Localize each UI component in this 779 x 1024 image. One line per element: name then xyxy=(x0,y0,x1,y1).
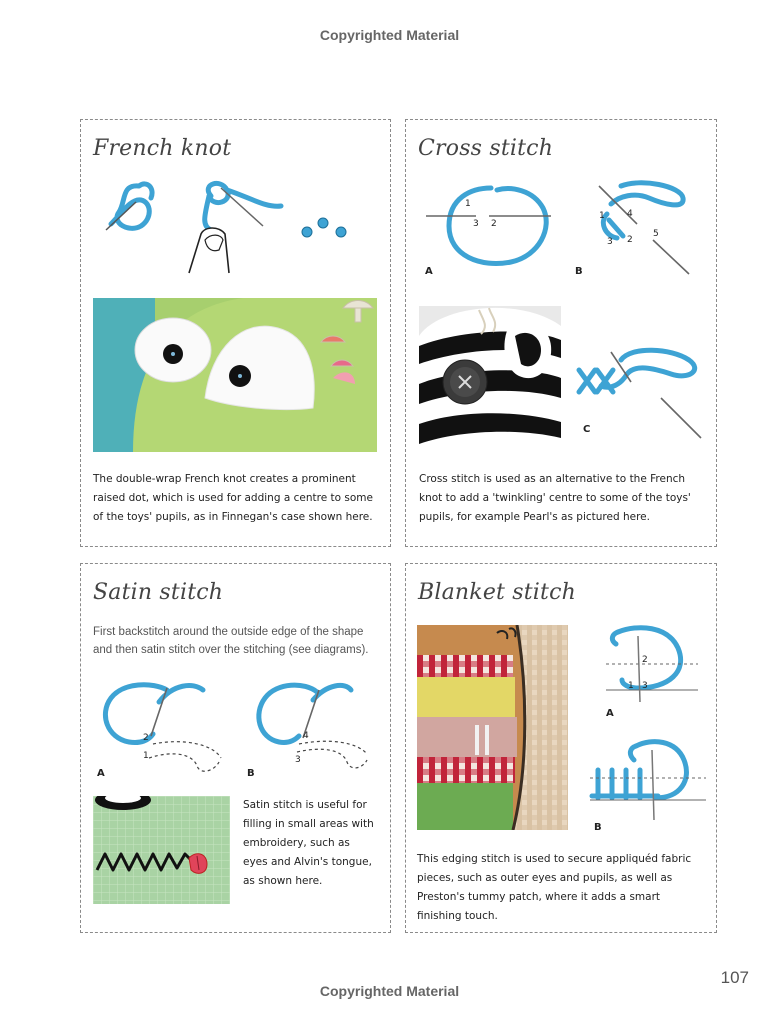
satin-a-point-2: 2 xyxy=(143,733,149,743)
satin-a-point-1: 1 xyxy=(143,751,149,761)
satin-stitch-caption: Satin stitch is useful for filling in small areas with embroidery, such as eyes and Alvin's tongue, as shown here. xyxy=(243,799,374,887)
cross-b-point-2: 2 xyxy=(627,235,633,245)
cross-a-label: A xyxy=(425,266,433,277)
cross-a-point-1: 1 xyxy=(465,199,471,209)
copyright-watermark-top: Copyrighted Material xyxy=(319,27,460,43)
satin-b-label: B xyxy=(247,768,255,779)
cross-stitch-diagram-a xyxy=(421,178,571,278)
cross-a-point-3: 3 xyxy=(473,219,479,229)
blanket-stitch-title: Blanket stitch xyxy=(418,580,576,605)
cross-stitch-photo xyxy=(419,306,561,456)
blanket-stitch-photo xyxy=(417,625,568,830)
french-knot-caption: The double-wrap French knot creates a prominent raised dot, which is used for adding a centre to some of the toys' pupils, as in Finnegan's case shown here. xyxy=(93,473,373,523)
cross-b-point-1: 1 xyxy=(599,211,605,221)
page-number: 107 xyxy=(720,968,749,987)
french-knot-diagram xyxy=(101,178,371,278)
cross-stitch-panel xyxy=(405,119,717,547)
cross-c-label: C xyxy=(583,424,591,435)
blanket-a-point-3: 3 xyxy=(642,681,648,691)
satin-stitch-diagram-b xyxy=(243,680,383,780)
satin-stitch-title: Satin stitch xyxy=(93,580,224,605)
blanket-a-label: A xyxy=(606,708,614,719)
cross-stitch-title: Cross stitch xyxy=(418,136,554,161)
satin-b-point-4: 4 xyxy=(303,731,309,741)
satin-b-point-3: 3 xyxy=(295,755,301,765)
french-knot-step2-thread xyxy=(205,183,281,230)
french-knot-title: French knot xyxy=(93,136,232,161)
satin-a-label: A xyxy=(97,768,105,779)
cross-b-point-4: 4 xyxy=(627,209,633,219)
copyright-watermark-bottom: Copyrighted Material xyxy=(319,983,460,999)
blanket-stitch-diagram-a xyxy=(598,622,710,722)
blanket-stitch-caption: This edging stitch is used to secure appliquéd fabric pieces, such as outer eyes and pupils, as well as Preston's tummy patch, where it adds a smart finishing touch. xyxy=(417,853,692,922)
french-knot-dots xyxy=(302,218,346,237)
cross-stitch-caption: Cross stitch is used as an alternative to the French knot to add a 'twinkling' centre to some of the toys' pupils, for example Pearl's as pictured here. xyxy=(419,473,691,523)
cross-stitch-diagram-b xyxy=(571,178,701,278)
satin-stitch-photo xyxy=(93,796,230,904)
finger-outline xyxy=(189,228,229,273)
cross-b-point-5: 5 xyxy=(653,229,659,239)
satin-stitch-diagram-a xyxy=(93,680,233,780)
french-knot-photo xyxy=(93,298,377,452)
blanket-a-point-1: 1 xyxy=(628,681,634,691)
blanket-stitch-panel xyxy=(405,563,717,933)
french-knot-panel xyxy=(80,119,391,547)
blanket-a-point-2: 2 xyxy=(642,655,648,665)
cross-b-point-3: 3 xyxy=(607,237,613,247)
blanket-stitch-diagram-b xyxy=(586,736,712,836)
cross-stitch-diagram-c xyxy=(571,340,711,440)
blanket-b-label: B xyxy=(594,822,602,833)
cross-b-label: B xyxy=(575,266,583,277)
satin-stitch-panel xyxy=(80,563,391,933)
cross-a-point-2: 2 xyxy=(491,219,497,229)
satin-stitch-intro: First backstitch around the outside edge of the shape and then satin stitch over the stitching (see diagrams). xyxy=(93,626,369,656)
